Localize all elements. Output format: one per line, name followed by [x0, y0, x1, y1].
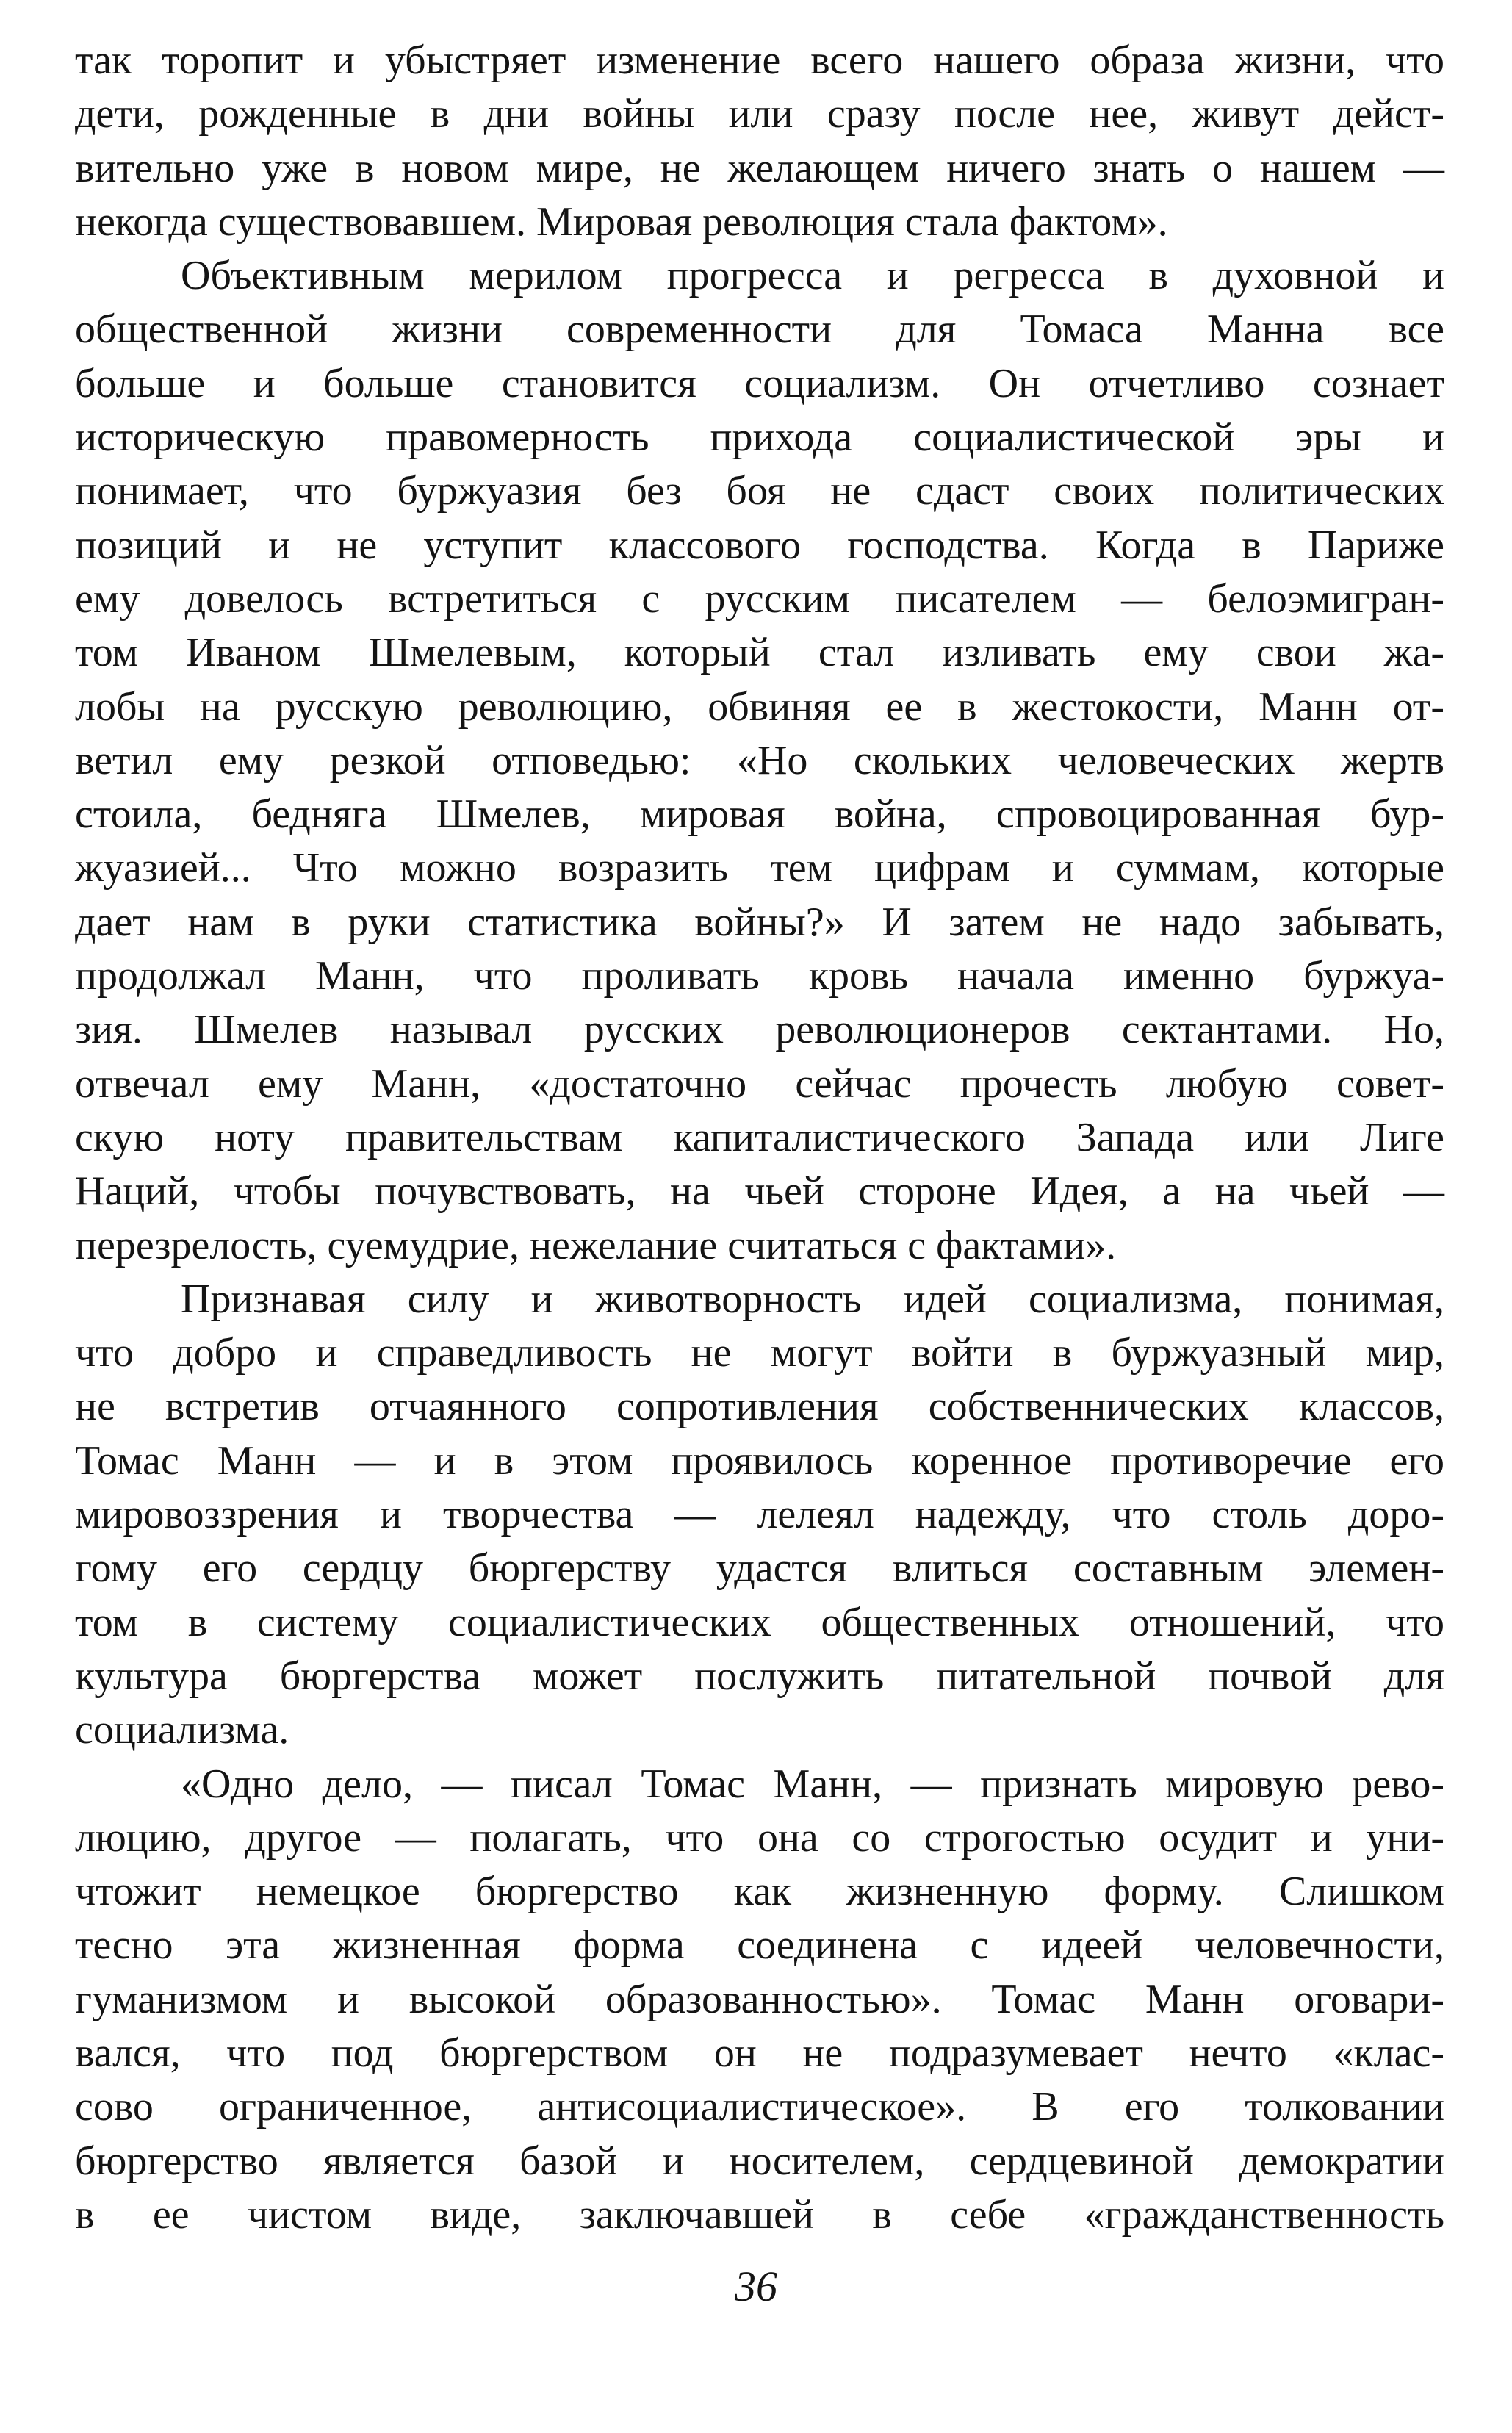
- text-line: что добро и справедливость не могут войти в буржуазный мир,: [75, 1330, 1444, 1376]
- text-line: социализма.: [75, 1707, 289, 1753]
- text-line: ветил ему резкой отповедью: «Но скольких человеческих жертв: [75, 737, 1444, 783]
- text-line: жуазией... Что можно возразить тем цифрам и суммам, которые: [75, 845, 1444, 891]
- paragraph-first-line: Признавая силу и животворность идей социализма, понимая,: [181, 1276, 1444, 1322]
- text-line: перезрелость, суемудрие, нежелание считаться с фактами».: [75, 1222, 1117, 1268]
- text-line: общественной жизни современности для Томаса Манна все: [75, 306, 1444, 353]
- text-line: стоила, бедняга Шмелев, мировая война, спровоцированная бур-: [75, 791, 1444, 838]
- text-line: в ее чистом виде, заключавшей в себе «гражданственность: [75, 2191, 1444, 2238]
- text-line: Наций, чтобы почувствовать, на чьей стороне Идея, а на чьей —: [75, 1168, 1444, 1215]
- text-line: ему довелось встретиться с русским писателем — белоэмигран-: [75, 575, 1444, 622]
- text-line: гому его сердцу бюргерству удастся влиться составным элемен-: [75, 1545, 1444, 1592]
- text-line: не встретив отчаянного сопротивления собственнических классов,: [75, 1384, 1444, 1430]
- text-line: Томас Манн — и в этом проявилось коренное противоречие его: [75, 1437, 1444, 1484]
- text-line: том Иваном Шмелевым, который стал изливать ему свои жа-: [75, 630, 1444, 676]
- text-line: лобы на русскую революцию, обвиняя ее в жестокости, Манн от-: [75, 683, 1444, 730]
- paragraph-first-line: «Одно дело, — писал Томас Манн, — признать мировую рево-: [181, 1761, 1444, 1807]
- text-line: так торопит и убыстряет изменение всего нашего образа жизни, что: [75, 37, 1444, 83]
- text-line: отвечал ему Манн, «достаточно сейчас прочесть любую совет-: [75, 1060, 1444, 1107]
- text-line: дети, рожденные в дни войны или сразу после нее, живут дейст-: [75, 91, 1444, 137]
- text-line: культура бюргерства может послужить питательной почвой для: [75, 1653, 1444, 1699]
- text-line: вительно уже в новом мире, не желающем ничего знать о нашем —: [75, 145, 1444, 191]
- text-line: больше и больше становится социализм. Он отчетливо сознает: [75, 360, 1444, 406]
- text-line: понимает, что буржуазия без боя не сдаст своих политических: [75, 468, 1444, 514]
- text-line: люцию, другое — полагать, что она со строгостью осудит и уни-: [75, 1814, 1444, 1861]
- text-line: скую ноту правительствам капиталистического Запада или Лиге: [75, 1114, 1444, 1160]
- text-line: вался, что под бюргерством он не подразумевает нечто «клас-: [75, 2030, 1444, 2076]
- text-line: позиций и не уступит классового господства. Когда в Париже: [75, 522, 1444, 568]
- text-line: дает нам в руки статистика войны?» И затем не надо забывать,: [75, 899, 1444, 945]
- text-line: зия. Шмелев называл русских революционеров сектантами. Но,: [75, 1007, 1444, 1053]
- text-line: сово ограниченное, антисоциалистическое». В его толковании: [75, 2084, 1444, 2130]
- text-line: мировоззрения и творчества — лелеял надежду, что столь доро-: [75, 1492, 1444, 1538]
- text-line: историческую правомерность прихода социалистической эры и: [75, 414, 1444, 461]
- text-line: чтожит немецкое бюргерство как жизненную форму. Слишком: [75, 1869, 1444, 1915]
- text-line: бюргерство является базой и носителем, сердцевиной демократии: [75, 2138, 1444, 2184]
- paragraph-first-line: Объективным мерилом прогресса и регресса в духовной и: [181, 253, 1444, 299]
- text-line: том в систему социалистических общественных отношений, что: [75, 1599, 1444, 1645]
- text-line: тесно эта жизненная форма соединена с идеей человечности,: [75, 1922, 1444, 1969]
- text-line: гуманизмом и высокой образованностью». Томас Манн оговари-: [75, 1976, 1444, 2022]
- text-line: некогда существовавшем. Мировая революция стала фактом».: [75, 198, 1168, 245]
- body-text: [75, 34, 1444, 2242]
- text-line: продолжал Манн, что проливать кровь начала именно буржуа-: [75, 953, 1444, 999]
- page-number: 36: [735, 2263, 777, 2310]
